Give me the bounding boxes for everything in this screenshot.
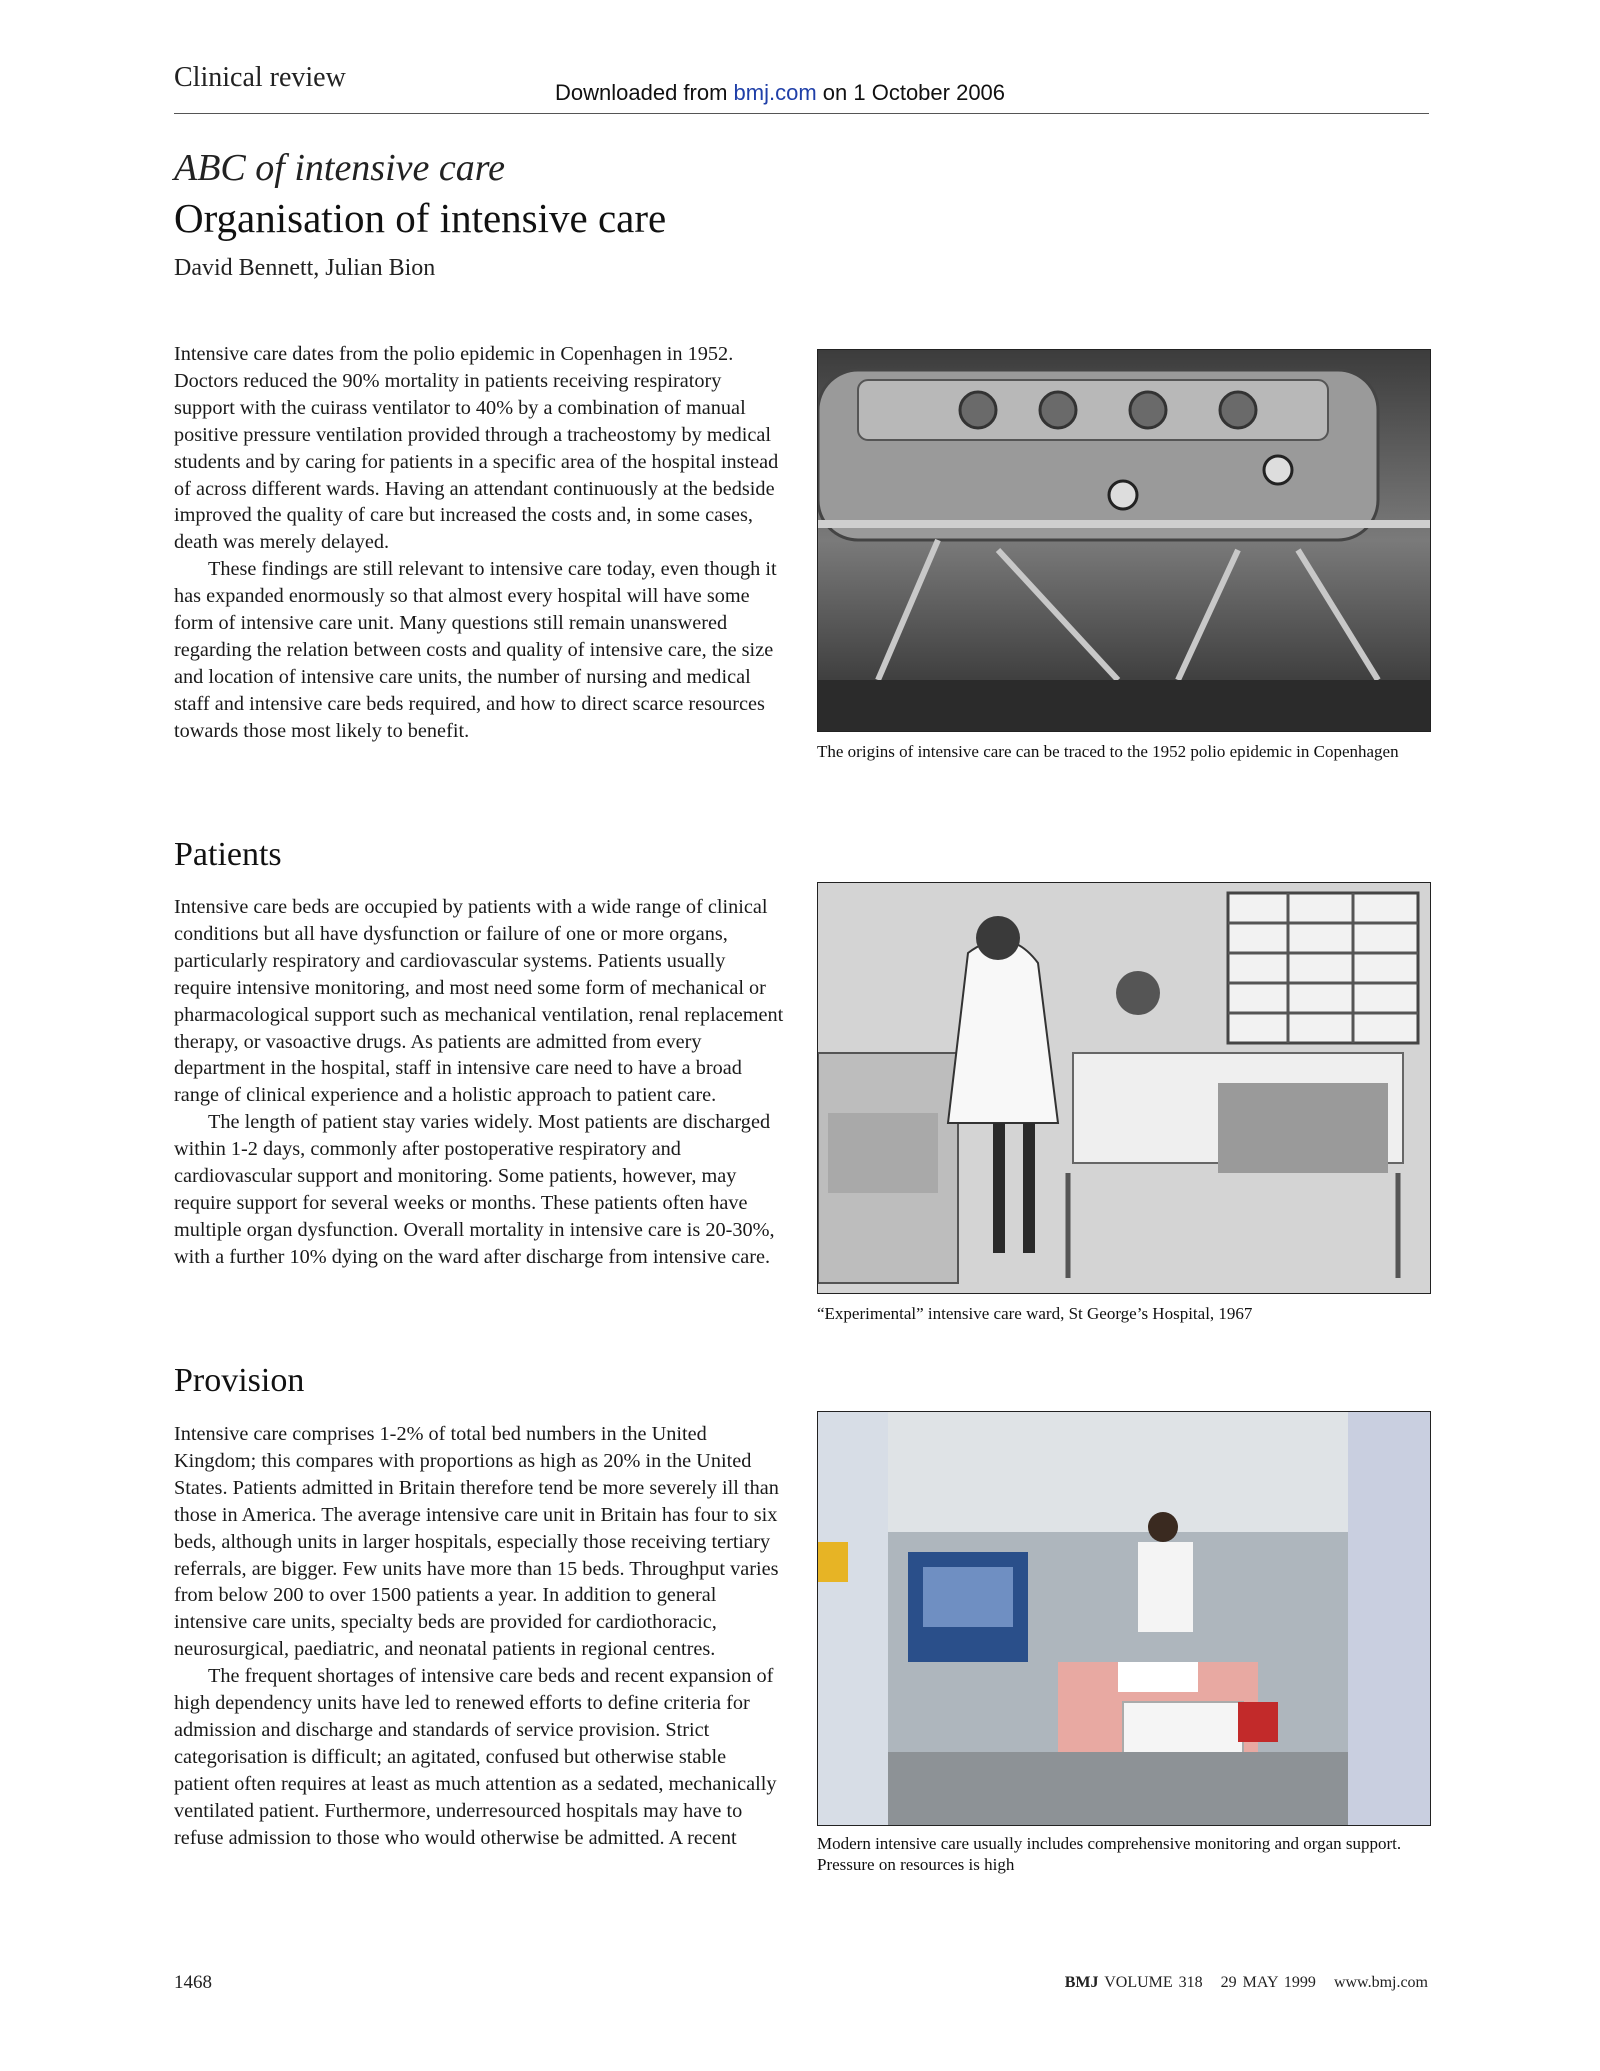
intro-paragraph-1: Intensive care dates from the polio epidemic in Copenhagen in 1952. Doctors reduced the 90% mortality in patients receiving respiratory support with the cuirass ventilator to 40% by a combination of manual positive pressure ventilation provided through a tracheostomy by medical students and by caring for patients in a specific area of the hospital instead of across different wards. Having an attendant continuously at the bedside improved the quality of care but increased the costs and, in some cases, death was merely delayed. <box>174 343 779 554</box>
figure-caption-1: The origins of intensive care can be traced to the 1952 polio epidemic in Copenhagen <box>817 742 1399 761</box>
footer-journal-info <box>1065 1974 1428 1992</box>
iron-lung-photo <box>817 349 1431 732</box>
authors: David Bennett, Julian Bion <box>174 255 436 281</box>
figure-caption-3: Modern intensive care usually includes comprehensive monitoring and organ support. Pressure on resources is high <box>817 1834 1402 1874</box>
section-label: Clinical review <box>174 62 346 93</box>
journal-name: BMJ <box>1064 1974 1099 1991</box>
download-suffix: on 1 October 2006 <box>816 80 1006 105</box>
journal-website[interactable]: www.bmj.com <box>1333 1974 1428 1991</box>
intro-text <box>174 341 784 745</box>
provision-text <box>174 1421 784 1852</box>
article-title: Organisation of intensive care <box>174 195 667 241</box>
intro-paragraph-2: These findings are still relevant to intensive care today, even though it has expanded enormously so that almost every hospital will have some form of intensive care unit. Many questions still remain unanswered regarding the relation between costs and quality of intensive care, the size and location of intensive care units, the number of nursing and medical staff and intensive care beds required, and how to direct scarce resources towards those most likely to benefit. <box>174 558 777 742</box>
series-title: ABC of intensive care <box>174 147 505 189</box>
patients-text <box>174 894 784 1271</box>
journal-volume: VOLUME 318 <box>1104 1974 1203 1991</box>
page-number: 1468 <box>174 1972 212 1993</box>
ward-1967-photo <box>817 882 1431 1294</box>
download-prefix: Downloaded from <box>555 80 734 105</box>
figure-caption-2: “Experimental” intensive care ward, St George’s Hospital, 1967 <box>817 1304 1253 1323</box>
provision-paragraph-1: Intensive care comprises 1-2% of total bed numbers in the United Kingdom; this compares with proportions as high as 20% in the United States. Patients admitted in Britain therefore tend be more severely ill than those in America. The average intensive care unit in Britain has four to six beds, although units in larger hospitals, especially those receiving tertiary referrals, are bigger. Few units have more than 15 beds. Throughput varies from below 200 to over 1500 patients a year. In addition to general intensive care units, specialty beds are provided for cardiothoracic, neurosurgical, paediatric, and neonatal patients in regional centres. <box>174 1423 779 1661</box>
bmj-link[interactable]: bmj.com <box>733 80 817 105</box>
heading-provision: Provision <box>174 1362 305 1399</box>
modern-icu-photo <box>817 1411 1431 1826</box>
patients-paragraph-1: Intensive care beds are occupied by patients with a wide range of clinical conditions but all have dysfunction or failure of one or more organs, particularly respiratory and cardiovascular systems. Patients usually require intensive monitoring, and most need some form of mechanical or pharmacological support such as mechanical ventilation, renal replacement therapy, or vasoactive drugs. As patients are admitted from every department in the hospital, staff in intensive care need to have a broad range of clinical experience and a holistic approach to patient care. <box>174 896 784 1107</box>
provision-paragraph-2: The frequent shortages of intensive care beds and recent expansion of high dependency units have led to renewed efforts to define criteria for admission and discharge and standards of service provision. Strict categorisation is difficult; an agitated, confused but otherwise stable patient often requires at least as much attention as a sedated, mechanically ventilated patient. Furthermore, underresourced hospitals may have to refuse admission to those who would otherwise be admitted. A recent <box>174 1665 777 1849</box>
header-rule <box>174 113 1429 114</box>
download-note <box>555 80 1005 106</box>
patients-paragraph-2: The length of patient stay varies widely. Most patients are discharged within 1-2 days, commonly after postoperative respiratory and cardiovascular support and monitoring. Some patients, however, may require support for several weeks or months. These patients often have multiple organ dysfunction. Overall mortality in intensive care is 20-30%, with a further 10% dying on the ward after discharge from intensive care. <box>174 1111 775 1268</box>
journal-date: 29 MAY 1999 <box>1220 1974 1316 1991</box>
heading-patients: Patients <box>174 836 282 873</box>
